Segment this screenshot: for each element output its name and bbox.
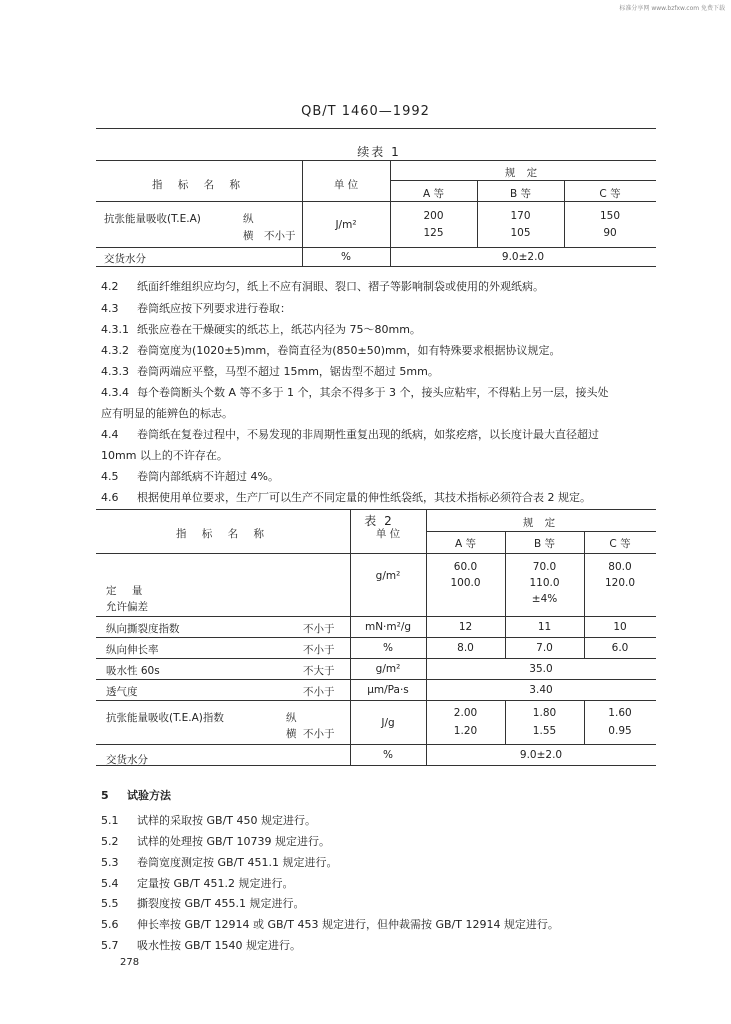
t2-tea-b1: 1.80	[532, 707, 557, 719]
t2-bw-a1: 60.0	[453, 561, 478, 573]
t2-stretch-b: 7.0	[536, 642, 553, 654]
t1-row-moisture-unit: %	[341, 251, 351, 263]
t2-moisture-value: 9.0±2.0	[519, 749, 563, 761]
t2-absorb-unit: g/m²	[375, 663, 401, 675]
para-4-3-4: 4.3.4 每个卷筒断头个数 A 等不多于 1 个，其余不得多于 3 个，接头应粘牢，不得粘上另一层，接头处	[101, 386, 609, 399]
section5-title: 5 试验方法	[101, 789, 171, 802]
item-5-7: 5.7 吸水性按 GB/T 1540 规定进行。	[101, 939, 301, 952]
t2-tea-a2: 1.20	[453, 725, 478, 737]
item-5-3: 5.3 卷筒宽度测定按 GB/T 451.1 规定进行。	[101, 856, 338, 869]
para-4-6: 4.6 根据使用单位要求，生产厂可以生产不同定量的伸性纸袋纸，其技术指标必须符合表 2 规定。	[101, 491, 591, 504]
item-5-2: 5.2 试样的处理按 GB/T 10739 规定进行。	[101, 835, 330, 848]
t2-absorb-name: 吸水性 60s	[106, 665, 160, 677]
t1-tea-a1: 200	[423, 210, 444, 222]
t2-basis-weight-tolerance: 允许偏差	[106, 601, 148, 613]
t1-row-tea-sub1: 纵	[243, 213, 254, 225]
t2-tea-unit: J/g	[381, 717, 395, 729]
t2-tear-cond: 不小于	[303, 623, 335, 635]
t2-tea-c2: 0.95	[608, 725, 632, 737]
watermark: 标准分享网 www.bzfxw.com 免费下载	[619, 5, 725, 12]
t2-tear-a: 12	[458, 621, 473, 633]
t1-grade-a: A 等	[422, 188, 445, 200]
t1-col-name: 指 标 名 称	[151, 179, 246, 191]
t1-row-tea-cond: 不小于	[264, 230, 296, 242]
para-4-2: 4.2 纸面纤维组织应均匀，纸上不应有洞眼、裂口、褶子等影响制袋或使用的外观纸病。	[101, 280, 544, 293]
t1-row-tea-name: 抗张能量吸收(T.E.A)	[104, 213, 201, 225]
t2-tea-name: 抗张能量吸收(T.E.A)指数	[106, 712, 224, 724]
t1-tea-b1: 170	[510, 210, 531, 222]
t2-stretch-c: 6.0	[611, 642, 629, 654]
table1-caption: 续表 1	[357, 145, 401, 159]
t1-row-moisture-name: 交货水分	[104, 253, 146, 265]
para-4-3-3: 4.3.3 卷筒两端应平整，马型不超过 15mm，锯齿型不超过 5mm。	[101, 365, 439, 378]
t1-row-tea-sub2: 横	[243, 230, 254, 242]
t2-bw-c1: 80.0	[608, 561, 632, 573]
para-4-3-2: 4.3.2 卷筒宽度为(1020±5)mm，卷筒直径为(850±50)mm，如有特殊要求根据协议规定。	[101, 344, 561, 357]
t2-grade-c: C 等	[609, 538, 631, 550]
t2-stretch-name: 纵向伸长率	[106, 644, 159, 656]
t1-col-unit: 单 位	[333, 179, 359, 191]
t2-bw-b1: 70.0	[532, 561, 557, 573]
para-4-3-4-cont: 应有明显的能辨色的标志。	[101, 407, 233, 420]
t2-bw-b3: ±4%	[531, 593, 558, 605]
t2-moisture-name: 交货水分	[106, 754, 148, 766]
item-5-5: 5.5 撕裂度按 GB/T 455.1 规定进行。	[101, 897, 305, 910]
t1-row-tea-unit: J/m²	[335, 219, 357, 231]
para-4-5: 4.5 卷筒内部纸病不许超过 4%。	[101, 470, 279, 483]
t2-air-name: 透气度	[106, 686, 138, 698]
t2-absorb-cond: 不大于	[303, 665, 335, 677]
t2-tear-name: 纵向撕裂度指数	[106, 623, 180, 635]
t2-bw-c2: 120.0	[604, 577, 636, 589]
t2-tea-sub2: 横	[286, 728, 297, 740]
t2-air-unit: μm/Pa·s	[367, 684, 409, 696]
standard-header: QB/T 1460—1992	[301, 104, 430, 119]
t2-tea-c1: 1.60	[608, 707, 632, 719]
t2-tea-b2: 1.55	[532, 725, 557, 737]
t2-basis-weight-name: 定 量	[106, 585, 149, 597]
t2-col-spec: 规 定	[522, 517, 560, 529]
t1-grade-c: C 等	[599, 188, 621, 200]
t2-basis-weight-unit: g/m²	[375, 570, 401, 582]
page-number: 278	[120, 957, 140, 968]
t2-tea-cond: 不小于	[303, 728, 335, 740]
t2-col-name: 指 标 名 称	[175, 528, 270, 540]
t2-grade-b: B 等	[533, 538, 556, 550]
header-rule	[96, 128, 656, 129]
t2-tea-sub1: 纵	[286, 712, 297, 724]
t2-tear-b: 11	[537, 621, 552, 633]
para-4-3-1: 4.3.1 纸张应卷在干燥硬实的纸芯上，纸芯内径为 75～80mm。	[101, 323, 421, 336]
t2-tea-a1: 2.00	[453, 707, 478, 719]
t2-tear-unit: mN·m²/g	[364, 621, 412, 633]
t2-stretch-unit: %	[383, 642, 393, 654]
table2-caption: 表 2	[364, 514, 394, 528]
t1-col-spec: 规 定	[504, 167, 542, 179]
t2-tear-c: 10	[613, 621, 627, 633]
t2-air-cond: 不小于	[303, 686, 335, 698]
t2-grade-a: A 等	[454, 538, 477, 550]
t2-moisture-unit: %	[383, 749, 393, 761]
t1-tea-a2: 125	[423, 227, 444, 239]
t2-absorb-value: 35.0	[529, 663, 553, 675]
para-4-4-cont: 10mm 以上的不许存在。	[101, 449, 228, 462]
t1-row-moisture-value: 9.0±2.0	[501, 251, 545, 263]
t2-stretch-cond: 不小于	[303, 644, 335, 656]
t1-grade-b: B 等	[509, 188, 532, 200]
item-5-6: 5.6 伸长率按 GB/T 12914 或 GB/T 453 规定进行，但仲裁需按 GB/T 12914 规定进行。	[101, 918, 559, 931]
t2-bw-b2: 110.0	[529, 577, 560, 589]
t1-tea-b2: 105	[510, 227, 531, 239]
t1-tea-c2: 90	[603, 227, 617, 239]
para-4-3: 4.3 卷筒纸应按下列要求进行卷取：	[101, 302, 291, 315]
para-4-4: 4.4 卷筒纸在复卷过程中，不易发现的非周期性重复出现的纸病，如浆疙瘩，以长度计最大直径超过	[101, 428, 599, 441]
item-5-1: 5.1 试样的采取按 GB/T 450 规定进行。	[101, 814, 316, 827]
t2-air-value: 3.40	[529, 684, 553, 696]
item-5-4: 5.4 定量按 GB/T 451.2 规定进行。	[101, 877, 294, 890]
t1-tea-c1: 150	[599, 210, 621, 222]
t2-col-unit: 单 位	[375, 528, 401, 540]
t2-bw-a2: 100.0	[450, 577, 481, 589]
t2-stretch-a: 8.0	[457, 642, 474, 654]
